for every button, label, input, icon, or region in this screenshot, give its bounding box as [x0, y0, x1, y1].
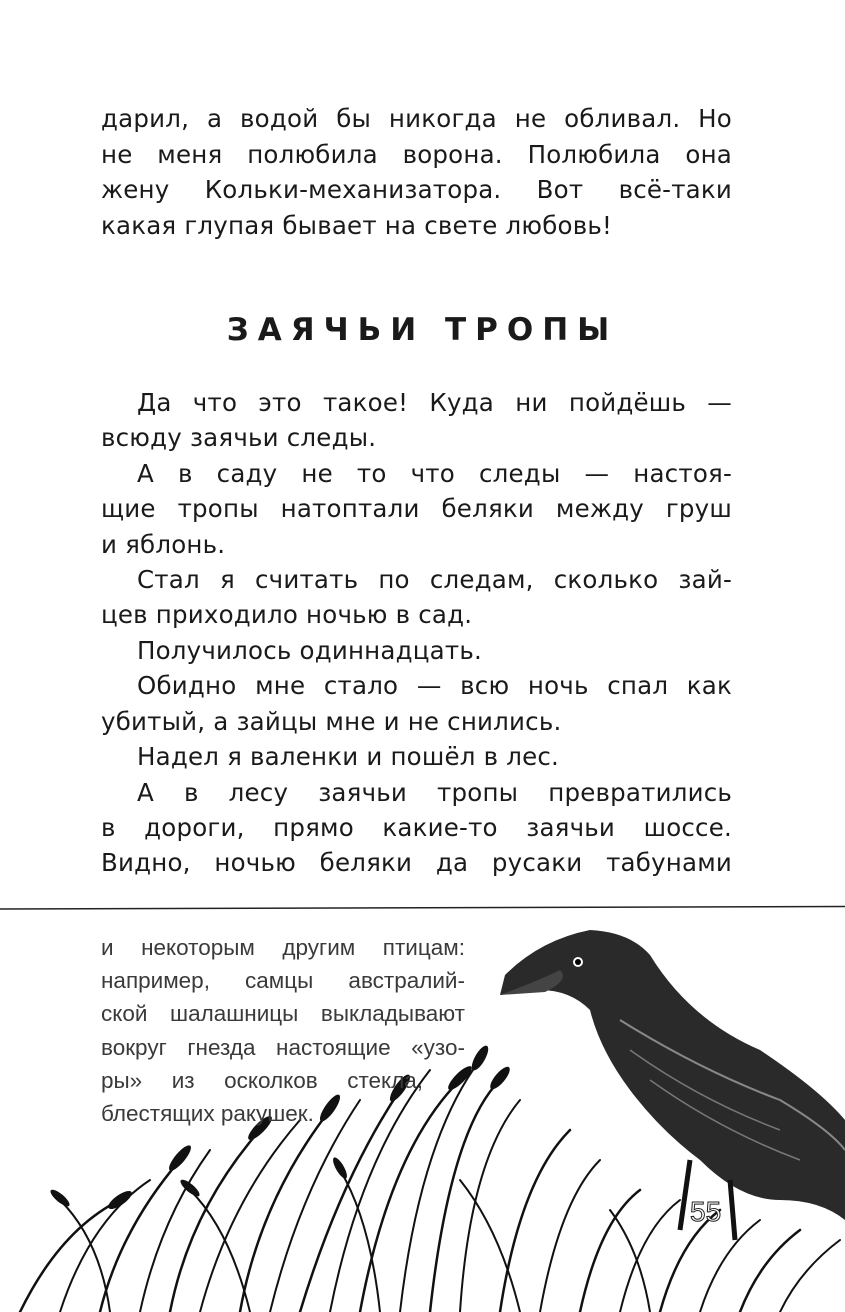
note-line: блестящих ракушек. — [101, 1101, 314, 1126]
text-line: какая глупая бывает на свете любовь! — [101, 211, 612, 240]
text-line: и яблонь. — [101, 530, 226, 559]
note-line: например, самцы австралий- — [101, 968, 465, 993]
text-line: цев приходило ночью в сад. — [101, 600, 473, 629]
text-line: Получилось одиннадцать. — [137, 636, 482, 665]
text-line: в дороги, прямо какие-то заячьи шоссе. — [101, 813, 732, 842]
text-line: Надел я валенки и пошёл в лес. — [137, 742, 560, 771]
page-number: 55 — [690, 1196, 722, 1227]
text-line: дарил, а водой бы никогда не обливал. Но — [101, 104, 732, 133]
text-line: жену Кольки-механизатора. Вот всё-таки — [101, 175, 732, 204]
text-line: А в саду не то что следы — настоя- — [137, 459, 732, 488]
chapter-title: ЗАЯЧЬИ ТРОПЫ — [226, 312, 619, 348]
text-line: Да что это такое! Куда ни пойдёшь — — [137, 388, 732, 417]
note-line: ской шалашницы выкладывают — [101, 1001, 465, 1026]
text-line: Видно, ночью беляки да русаки табунами — [101, 848, 732, 877]
text-line: Стал я считать по следам, сколько зай- — [137, 565, 732, 594]
text-line: щие тропы натоптали беляки между груш — [101, 494, 732, 523]
text-line: Обидно мне стало — всю ночь спал как — [137, 671, 732, 700]
text-line: убитый, а зайцы мне и не снились. — [101, 707, 562, 736]
note-line: вокруг гнезда настоящие «узо- — [101, 1035, 465, 1060]
note-line: ры» из осколков стекла, — [101, 1068, 423, 1093]
text-line: не меня полюбила ворона. Полюбила она — [101, 140, 732, 169]
text-line: всюду заячьи следы. — [101, 423, 377, 452]
note-line: и некоторым другим птицам: — [101, 935, 465, 960]
text-line: А в лесу заячьи тропы превратились — [137, 778, 732, 807]
